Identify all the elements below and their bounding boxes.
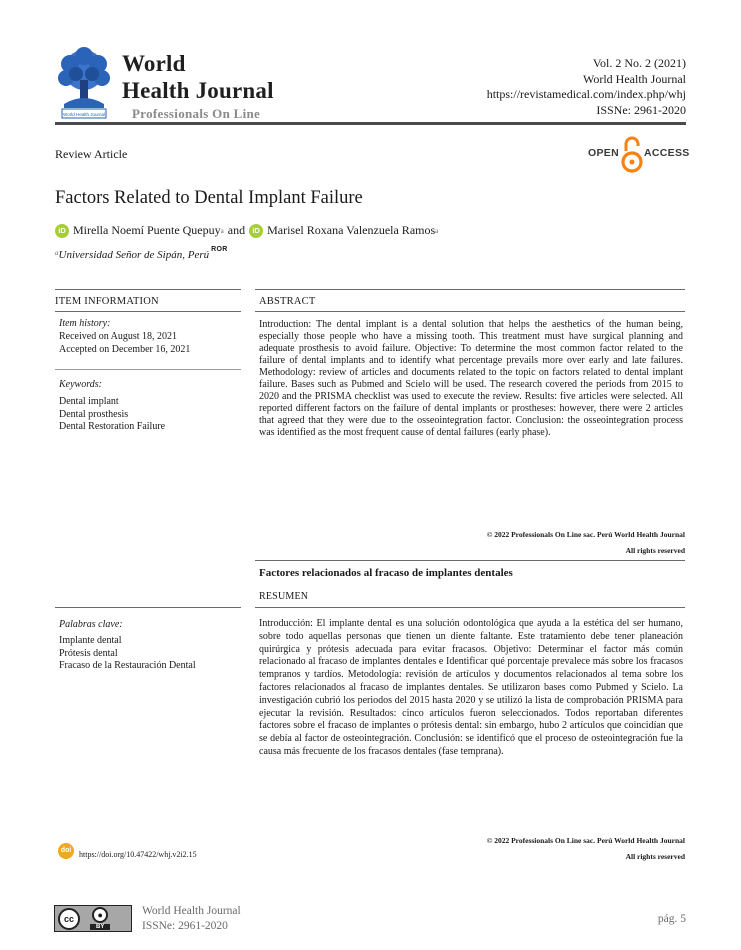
item-history-label: Item history: [59, 318, 111, 329]
ror-icon[interactable]: ROR [211, 246, 228, 253]
resumen-rule [255, 607, 685, 608]
footer-journal [142, 904, 241, 934]
resumen-text: Introducción: El implante dental es una solución odontológica que ayuda a la estética del ser humano, sobre todo aquellas personas que tienen un diente faltante. Este tratamiento debe tener planeación quirúrgica y prótesis adecuada para evitar fracasos. Objetivo: Determinar el factor más común relacionado al fracaso de implantes dentales e Identificar qué porcentaje prevalece más sobre los fracasos tempranos y tardíos. Metodología: revisión de artículos y documentos relacionados al tema sobre los factores relacionados al fracaso de implantes dentales. Se utilizaron bases como Pubmed y Scielo. La investigación cubrió los periodos del 2015 hasta 2020 y se utilizó la lista de comprobación PRISMA para ejecutar la revisión. Resultados: cinco artículos fueron seleccionados. Todos reportaban diferentes factores sobre el fracaso de implantes o prótesis dental: sin embargo, hubo 2 artículos que coincidían que se debía al factor de osteointegración. Conclusión: se identificó que el proceso de osteointegración fue la causa más frecuente de los fracasos dentales (fase temprana). [259, 618, 683, 757]
received-date: Received on August 18, 2021 [59, 330, 178, 342]
item-info-heading: ITEM INFORMATION [55, 296, 159, 307]
tree-globe-logo-icon [52, 46, 116, 120]
palabras-clave-label: Palabras clave: [59, 619, 123, 630]
author-list [55, 223, 438, 238]
brand-subtitle: Professionals On Line [132, 106, 261, 121]
palabra-clave-item: Prótesis dental [59, 647, 118, 659]
item-info-top-rule [55, 289, 241, 290]
journal-brand [122, 50, 274, 122]
by-label: BY [90, 924, 110, 930]
open-access-label-left: OPEN [588, 147, 619, 159]
author-name: Mirella Noemí Puente Quepuy [73, 223, 221, 237]
orcid-icon[interactable]: iD [249, 224, 263, 238]
abstract-bottom-rule [255, 311, 685, 312]
open-access-lock-icon [621, 135, 643, 180]
article-title: Factors Related to Dental Implant Failure [55, 188, 363, 208]
journal-info [487, 56, 686, 118]
copyright-block [487, 527, 685, 558]
page-number: pág. 5 [657, 913, 686, 925]
author-name: Marisel Roxana Valenzuela Ramos [267, 223, 436, 237]
abstract-heading: ABSTRACT [259, 296, 316, 307]
journal-url[interactable]: https://revistamedical.com/index.php/whj [486, 87, 686, 101]
copyright-block [487, 833, 685, 864]
author-affil-sup: a [220, 226, 224, 235]
logo-caption: World Health Journal [63, 112, 105, 117]
item-history [59, 318, 239, 356]
affiliation-text: Universidad Señor de Sipán, Perú [58, 249, 210, 261]
header-divider [55, 122, 686, 125]
doi-url[interactable]: https://doi.org/10.47422/whj.v2i2.15 [79, 850, 197, 859]
volume-info: Vol. 2 No. 2 (2021) [592, 56, 686, 70]
keyword-item: Dental implant [59, 395, 119, 407]
journal-issn: ISSNe: 2961-2020 [596, 102, 686, 117]
rights-line: All rights reserved [625, 851, 685, 861]
brand-line-2: Health Journal [122, 78, 274, 103]
item-info-bottom-rule [55, 311, 241, 312]
copyright-line: © 2022 Professionals On Line sac. Perú World Health Journal [486, 530, 685, 539]
journal-logo [52, 46, 116, 120]
resumen-heading: RESUMEN [259, 591, 309, 602]
footer-journal-name: World Health Journal [142, 905, 241, 917]
keywords-label: Keywords: [59, 379, 102, 390]
palabra-clave-item: Fracaso de la Restauración Dental [59, 660, 196, 672]
copyright-line: © 2022 Professionals On Line sac. Perú World Health Journal [486, 836, 685, 845]
journal-name: World Health Journal [582, 71, 686, 86]
open-access-label-right: ACCESS [644, 147, 690, 159]
palabras-top-rule [55, 607, 241, 608]
cc-icon: cc [58, 908, 80, 930]
brand-line-1: World [122, 51, 186, 76]
orcid-icon[interactable]: iD [55, 224, 69, 238]
doi-link[interactable] [58, 843, 197, 859]
footer-issn: ISSNe: 2961-2020 [142, 920, 228, 932]
affiliation-sup: a [55, 249, 59, 257]
keyword-item: Dental Restoration Failure [59, 421, 166, 433]
palabra-clave-item: Implante dental [59, 634, 122, 646]
accepted-date: Accepted on December 16, 2021 [59, 343, 191, 355]
spanish-top-rule [255, 560, 685, 561]
keywords-block [59, 379, 239, 434]
author-affil-sup: a [435, 226, 439, 235]
article-type: Review Article [55, 147, 128, 161]
open-access-badge [588, 135, 688, 175]
cc-by-license-icon[interactable] [54, 905, 132, 932]
palabras-clave-block [59, 619, 239, 673]
spanish-title: Factores relacionados al fracaso de implantes dentales [259, 567, 513, 579]
rights-line: All rights reserved [625, 545, 685, 555]
abstract-top-rule [255, 289, 685, 290]
history-divider [55, 369, 241, 370]
author-joiner: and [227, 223, 246, 237]
attribution-person-icon: ● [92, 907, 108, 923]
abstract-text: Introduction: The dental implant is a dental solution that helps the aesthetics of the human being, especially those people who have a missing tooth. This treatment must have surgical planning and adequate prosthesis to avoid failure. Objective: To determine the most common factor related to the failure of dental implants and to identify what percentage prevails more over early and late failures. Methodology: review of articles and documents related to the topic on factors related to dental implant failure. Bases such as Pubmed and Scielo will be used. The research covered the periods from 2015 to 2020 and the PRISMA checklist was used to execute the review. Results: five articles were selected. All reported different factors on the failure of dental implants or prostheses: however, there were 2 articles that agreed that they were due to the osseointegration factor. Conclusion: the osseointegration process was identified as the most frequent cause of dental failures (early phase). [259, 319, 683, 438]
keyword-item: Dental prosthesis [59, 408, 129, 420]
affiliation [55, 246, 228, 261]
doi-icon: doi [58, 843, 74, 859]
